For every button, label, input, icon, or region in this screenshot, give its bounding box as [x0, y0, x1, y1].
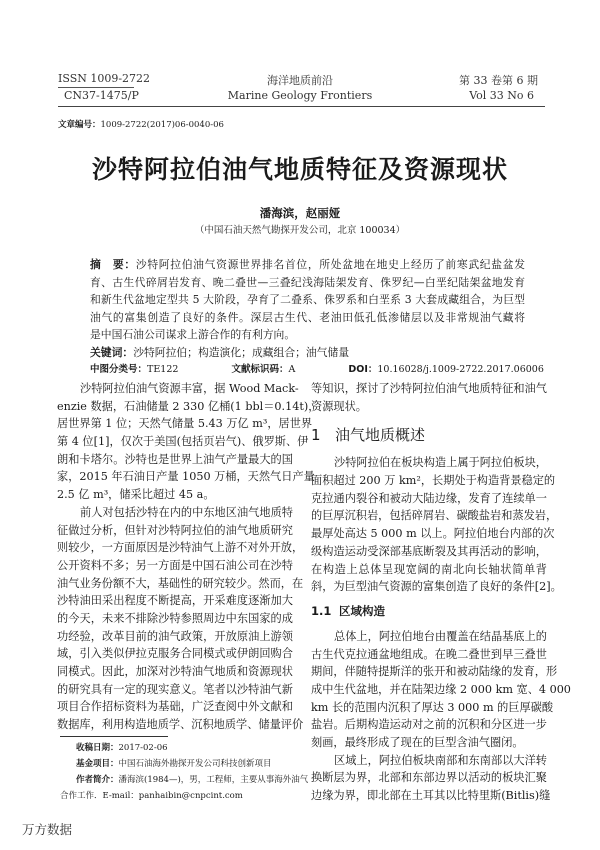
text-line: 总体上，阿拉伯地台由覆盖在结晶基底上的	[334, 629, 547, 643]
article-number-value: 1009-2722(2017)06-0040-06	[100, 120, 224, 130]
author-bio-line: 合作工作．E-mail：panhaibin@cnpcint.com	[60, 791, 243, 801]
text-line: 克拉通内裂谷和被动大陆边缘，发育了连续单一	[311, 491, 547, 505]
footnote-rule	[60, 736, 168, 737]
text-line: 2.5 亿 m³，储采比超过 45 a。	[57, 488, 215, 502]
header-rule	[58, 106, 545, 107]
journal-name-en: Marine Geology Frontiers	[227, 89, 373, 102]
text-line: 换断层为界，北部和东部边界以活动的板块汇聚	[311, 771, 547, 785]
doc-code-label: 文献标识码：	[231, 364, 289, 375]
text-line: 斜，为巨型油气资源的富集创造了良好的条件[2]。	[311, 580, 562, 594]
abstract	[90, 256, 544, 379]
footnotes	[60, 740, 309, 804]
text-line: 的研究具有一定的现实意义。笔者以沙特油气新	[57, 682, 293, 696]
classification-row	[90, 361, 544, 379]
text-line: 则较少，一方面原因是沙特油气上游不对外开放，	[57, 541, 304, 555]
doi-label: DOI：	[348, 364, 378, 375]
author-bio-line: 潘海滨(1984—)，男，工程师，主要从事海外油气	[118, 775, 309, 785]
section-title: 油气地质概述	[335, 426, 426, 445]
text-line: 功经验，改革目前的油气政策，开放原油上游领	[57, 629, 293, 643]
keywords-value: 沙特阿拉伯；构造演化；成藏组合；油气储量	[133, 345, 350, 359]
subsection-number: 1.1	[311, 603, 332, 618]
issue-cn: 第 33 卷第 6 期	[459, 74, 538, 87]
clc-label: 中图分类号：	[90, 364, 148, 375]
text-line: 资源现状。	[311, 399, 367, 413]
keywords-label: 关键词：	[90, 345, 134, 359]
text-line: 盐岩。后期构造运动对之前的沉积和分区进一步	[311, 718, 547, 732]
text-line: 前人对包括沙特在内的中东地区油气地质特	[80, 505, 293, 519]
issn-underline	[58, 87, 134, 88]
right-column	[311, 380, 571, 805]
text-line: 同模式。因此，加深对沙特油气地质和资源现状	[57, 665, 293, 678]
text-line: 第 4 位[1]，仅次于美国(包括页岩气)、俄罗斯、伊	[57, 435, 309, 449]
text-line: 期间，伴随特提斯洋的张开和被动陆缘的发育，形	[311, 665, 558, 679]
paper-title: 沙特阿拉伯油气地质特征及资源现状	[91, 155, 508, 184]
text-line: 古生代克拉通盆地组成。在晚二叠世到早三叠世	[311, 647, 547, 661]
left-column	[57, 380, 320, 734]
fund-value: 中国石油海外勘探开发公司科技创新项目	[118, 759, 272, 769]
text-line: 沙特阿拉伯在板块构造上属于阿拉伯板块，	[334, 456, 547, 470]
text-line: 边缘为界，即北部在土耳其以比特里斯(Bitlis)缝	[311, 789, 551, 803]
section-number: 1	[311, 426, 321, 445]
issn: ISSN 1009-2722	[58, 72, 151, 85]
abstract-line: 育、古生代碎屑岩发育、晚二叠世—三叠纪浅海陆架发育、侏罗纪—白垩纪陆架盆地发育	[90, 275, 525, 289]
article-number	[58, 118, 224, 130]
text-line: 居世界第 1 位；天然气储量 5.43 万亿 m³，居世界	[57, 417, 313, 431]
text-line: 数据库，利用构造地质学、沉积地质学、储量评价	[57, 718, 304, 732]
subsection-title: 区域构造	[339, 603, 385, 618]
text-line: 最厚处高达 5 000 m 以上。阿拉伯地台内部的次	[311, 527, 555, 541]
author-bio-label: 作者简介：	[76, 775, 119, 785]
text-line: 沙特阿拉伯油气资源丰富，据 Wood Mack-	[80, 382, 299, 395]
journal-name-cn: 海洋地质前沿	[267, 74, 333, 87]
received-label: 收稿日期：	[76, 743, 119, 753]
text-line: km 长的范围内沉积了厚达 3 000 m 的巨厚碳酸	[311, 700, 554, 714]
text-line: 公开资料不多；另一方面是中国石油公司在沙特	[57, 558, 293, 572]
text-line: 征做过分析，但针对沙特阿拉伯的油气地质研究	[57, 523, 293, 537]
text-line: 区域上，阿拉伯板块南部和东南部以大洋转	[334, 753, 547, 767]
text-line: 沙特油田采出程度不断提高，开采难度逐渐加大	[57, 594, 293, 608]
abstract-line: 油气的富集创造了良好的条件。深层古生代、老油田低孔低渗储层以及非常规油气藏将	[90, 310, 525, 324]
text-line: enzie 数据，石油储量 2 330 亿桶(1 bbl＝0.14t)，	[57, 399, 320, 413]
text-line: 项目合作招标资料为基础，广泛查阅中外文献和	[57, 700, 293, 714]
text-line: 面积超过 200 万 km²，长期处于构造背景稳定的	[311, 474, 556, 488]
keywords	[90, 344, 525, 362]
issue-en: Vol 33 No 6	[469, 89, 534, 102]
text-line: 域，引入类似伊拉克服务合同模式或伊朗回购合	[57, 647, 293, 661]
fund-label: 基金项目：	[76, 759, 119, 769]
text-line: 刻画，最终形成了现在的巨型含油气圈闭。	[311, 736, 524, 749]
authors: 潘海滨，赵丽娅	[259, 206, 341, 220]
affiliation: （中国石油天然气勘探开发公司，北京 100034）	[194, 225, 406, 236]
received-date	[76, 740, 308, 756]
text-line: 朗和卡塔尔。沙特也是世界上油气产量最大的国	[57, 452, 293, 466]
clc-value: TE122	[147, 364, 179, 375]
text-line: 家，2015 年石油日产量 1050 万桶，天然气日产量	[57, 470, 315, 484]
text-line: 的今天，未来不排除沙特参照周边中东国家的成	[57, 611, 293, 625]
text-line: 成中生代盆地，并在陆架边缘 2 000 km 宽、4 000	[311, 682, 571, 696]
text-line: 在构造上总体呈现宽阔的南北向长轴状简单背	[311, 562, 547, 576]
text-line: 等知识，探讨了沙特阿拉伯油气地质特征和油气	[311, 382, 547, 395]
article-number-label: 文章编号：	[58, 120, 101, 130]
text-line: 油气业务份额不大，基础性的研究较少。然而，在	[57, 576, 304, 590]
abstract-text: 沙特阿拉伯油气资源世界排名首位，所处盆地在地史上经历了前寒武纪盐盆发	[135, 258, 525, 271]
author-bio	[76, 772, 308, 788]
section-heading	[311, 424, 547, 446]
doc-code-value: A	[288, 364, 296, 375]
abstract-line: 是中国石油公司谋求上游合作的有利方向。	[90, 328, 296, 341]
subsection-heading	[311, 603, 547, 619]
received-value: 2017-02-06	[118, 743, 168, 753]
cn-number: CN37-1475/P	[64, 89, 139, 102]
abstract-line: 和新生代盆地定型共 5 大阶段，孕育了二叠系、侏罗系和白垩系 3 大套成藏组合，为巨型	[90, 293, 525, 306]
abstract-label: 摘 要：	[90, 258, 136, 271]
doi-value: 10.16028/j.1009-2722.2017.06006	[377, 364, 544, 375]
fund-project	[76, 756, 308, 772]
watermark: 万方数据	[22, 822, 73, 837]
abstract-line	[90, 256, 525, 274]
text-line: 的巨厚沉积岩，包括碎屑岩、碳酸盐岩和蒸发岩，	[311, 509, 558, 523]
text-line: 级构造运动受深部基底断裂及其再活动的影响，	[311, 544, 547, 558]
